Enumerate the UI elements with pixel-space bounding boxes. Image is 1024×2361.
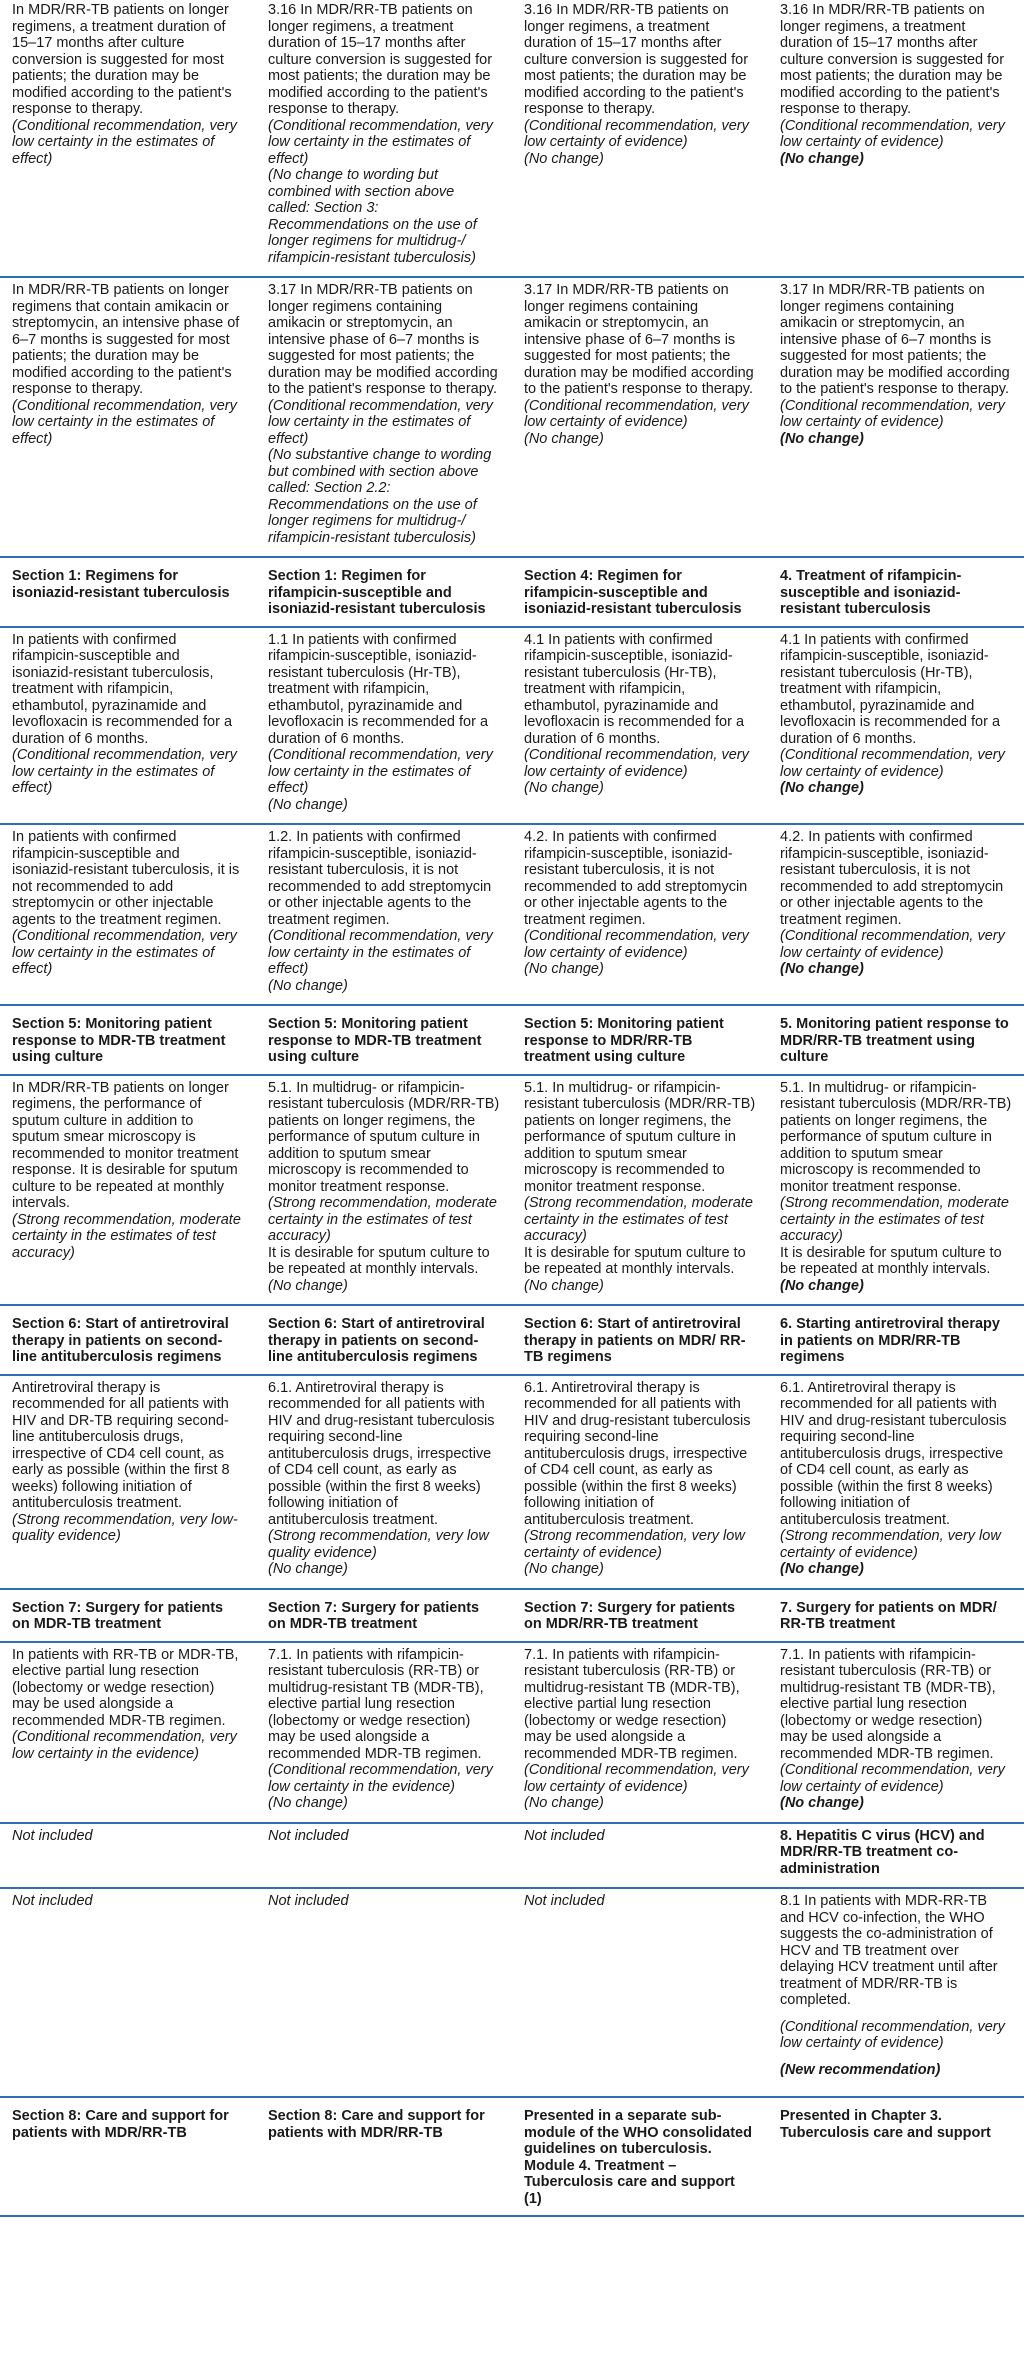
table-cell <box>512 1642 768 1823</box>
cell-paragraph: Section 1: Regimens for isoniazid-resistant tuberculosis <box>12 568 230 601</box>
cell-paragraph: (Strong recommendation, very low quality evidence) <box>268 1528 489 1561</box>
cell-paragraph: Section 6: Start of antiretroviral therapy in patients on second-line antituberculosis regimens <box>12 1316 229 1365</box>
cell-paragraph: 4.2. In patients with confirmed rifampicin-susceptible, isoniazid-resistant tuberculosis, it is not recommended to add streptomycin or other injectable agents to the treatment regimen. <box>780 829 1004 928</box>
cell-paragraph: Not included <box>524 1893 605 1909</box>
cell-paragraph: Section 1: Regimen for rifampicin-susceptible and isoniazid-resistant tuberculosis <box>268 568 486 617</box>
cell-paragraph: (Conditional recommendation, very low certainty in the estimates of effect) <box>12 928 237 977</box>
table-cell <box>768 1823 1024 1889</box>
cell-paragraph: (Conditional recommendation, very low certainty in the estimates of effect) <box>268 747 493 796</box>
table-cell <box>0 2097 256 2216</box>
table-cell <box>768 2097 1024 2216</box>
table-cell <box>0 1888 256 2097</box>
cell-paragraph: Section 4: Regimen for rifampicin-susceptible and isoniazid-resistant tuberculosis <box>524 568 742 617</box>
cell-paragraph: (No change) <box>268 977 348 994</box>
cell-paragraph: (No change) <box>524 1277 604 1294</box>
table-cell <box>512 2097 768 2216</box>
cell-paragraph: (No change) <box>780 1795 864 1811</box>
table-cell <box>256 627 512 825</box>
cell-paragraph: (Conditional recommendation, very low certainty of evidence) <box>780 928 1005 961</box>
cell-paragraph: Presented in a separate sub-module of the WHO consolidated guidelines on tuberculosis. Module 4. Treatment – Tuberculosis care and support (1) <box>524 2108 752 2207</box>
cell-paragraph: 4.1 In patients with confirmed rifampicin-susceptible, isoniazid-resistant tuberculosis (Hr-TB), treatment with rifampicin, ethambutol, pyrazinamide and levofloxacin is recommended for a duration of 6 months. <box>780 631 1001 747</box>
cell-paragraph: 3.17 In MDR/RR-TB patients on longer regimens containing amikacin or streptomycin, an intensive phase of 6–7 months is suggested for most patients; the duration may be modified according to the patient's response to therapy. <box>268 282 498 397</box>
table-cell <box>768 1305 1024 1375</box>
cell-paragraph: (Conditional recommendation, very low certainty in the estimates of effect) <box>12 117 237 167</box>
cell-paragraph: 8.1 In patients with MDR-RR-TB and HCV co-infection, the WHO suggests the co-administration of HCV and TB treatment over delaying HCV treatment until after treatment of MDR/RR-TB is completed. <box>780 1893 998 2008</box>
table-cell <box>768 1642 1024 1823</box>
cell-paragraph: 8. Hepatitis C virus (HCV) and MDR/RR-TB treatment co-administration <box>780 1827 985 1877</box>
cell-paragraph: 6. Starting antiretroviral therapy in patients on MDR/RR-TB regimens <box>780 1316 1000 1365</box>
cell-paragraph: Section 5: Monitoring patient response to MDR/RR-TB treatment using culture <box>524 1016 724 1065</box>
cell-paragraph: In patients with confirmed rifampicin-susceptible and isoniazid-resistant tuberculosis, treatment with rifampicin, ethambutol, pyrazinamide and levofloxacin is recommended for a duration of 6 months. <box>12 631 233 747</box>
cell-paragraph: Section 5: Monitoring patient response to MDR-TB treatment using culture <box>268 1016 482 1065</box>
cell-paragraph: Section 8: Care and support for patients with MDR/RR-TB <box>268 2108 485 2141</box>
cell-paragraph: (No change) <box>780 961 864 977</box>
cell-paragraph: (No change) <box>780 1561 864 1577</box>
cell-paragraph: 7.1. In patients with rifampicin-resistant tuberculosis (RR-TB) or multidrug-resistant TB (MDR-TB), elective partial lung resection (lobectomy or wedge resection) may be used alongside a recommended MDR-TB regimen. <box>524 1646 740 1762</box>
table-cell <box>0 0 256 277</box>
cell-paragraph: In patients with confirmed rifampicin-susceptible and isoniazid-resistant tuberculosis, it is not recommended to add streptomycin or other injectable agents to the treatment regimen. <box>12 829 240 928</box>
table-cell <box>0 557 256 627</box>
cell-paragraph: (Strong recommendation, very low certainty of evidence) <box>524 1528 745 1561</box>
cell-paragraph: In MDR/RR-TB patients on longer regimens, the performance of sputum culture in addition to sputum smear microscopy is recommended to monitor treatment response. It is desirable for sputum culture to be repeated at monthly intervals. <box>12 1079 239 1211</box>
cell-paragraph: In patients with RR-TB or MDR-TB, elective partial lung resection (lobectomy or wedge resection) may be used alongside a recommended MDR-TB regimen. <box>12 1646 239 1729</box>
cell-paragraph: (No change) <box>524 780 604 796</box>
cell-paragraph: (Conditional recommendation, very low certainty of evidence) <box>524 397 749 430</box>
table-cell <box>512 627 768 825</box>
cell-paragraph: (Conditional recommendation, very low certainty in the estimates of effect) <box>12 397 237 447</box>
table-cell <box>768 0 1024 277</box>
cell-paragraph: Antiretroviral therapy is recommended for all patients with HIV and DR-TB requiring second-line antituberculosis drugs, irrespective of CD4 cell count, as early as possible (within the first 8 weeks) following initiation of antituberculosis treatment. <box>12 1379 230 1511</box>
cell-paragraph: (Strong recommendation, moderate certainty in the estimates of test accuracy) <box>780 1195 1009 1244</box>
cell-paragraph: (No change) <box>524 150 604 167</box>
table-row <box>0 824 1024 1005</box>
table-cell <box>512 824 768 1005</box>
table-cell <box>256 1075 512 1306</box>
cell-paragraph: Section 7: Surgery for patients on MDR-TB treatment <box>12 1599 224 1632</box>
table-cell <box>256 1642 512 1823</box>
cell-paragraph: Section 7: Surgery for patients on MDR/RR-TB treatment <box>524 1599 736 1632</box>
cell-paragraph: 6.1. Antiretroviral therapy is recommended for all patients with HIV and drug-resistant tuberculosis requiring second-line antituberculosis drugs, irrespective of CD4 cell count, as early as possible (within the first 8 weeks) following initiation of antituberculosis treatment. <box>268 1379 495 1528</box>
table-cell <box>256 2097 512 2216</box>
cell-paragraph: 5. Monitoring patient response to MDR/RR-TB treatment using culture <box>780 1016 1009 1065</box>
cell-paragraph: (No change) <box>268 1277 348 1294</box>
table-cell <box>256 557 512 627</box>
table-cell <box>768 627 1024 825</box>
cell-paragraph: (No change) <box>780 1277 864 1294</box>
cell-paragraph: (No change) <box>268 1561 348 1577</box>
table-cell <box>512 1075 768 1306</box>
cell-paragraph: Not included <box>12 1827 93 1844</box>
table-cell <box>256 1823 512 1889</box>
table-cell <box>256 824 512 1005</box>
table-cell <box>0 627 256 825</box>
table-cell <box>768 277 1024 557</box>
cell-paragraph: 3.16 In MDR/RR-TB patients on longer regimens, a treatment duration of 15–17 months after culture conversion is suggested for most patients; the duration may be modified according to the patient's response to therapy. <box>524 2 749 117</box>
cell-paragraph: Section 5: Monitoring patient response to MDR-TB treatment using culture <box>12 1016 226 1065</box>
table-cell <box>0 1305 256 1375</box>
cell-paragraph: (Strong recommendation, very low certainty of evidence) <box>780 1528 1001 1561</box>
cell-paragraph: (Conditional recommendation, very low certainty of evidence) <box>780 1762 1005 1795</box>
table-cell <box>256 277 512 557</box>
section-header-row <box>0 2097 1024 2216</box>
cell-paragraph: In MDR/RR-TB patients on longer regimens that contain amikacin or streptomycin, an intensive phase of 6–7 months is suggested for most patients; the duration may be modified according to the patient's response to therapy. <box>12 282 240 397</box>
table-cell <box>256 1375 512 1589</box>
cell-paragraph: 3.17 In MDR/RR-TB patients on longer regimens containing amikacin or streptomycin, an intensive phase of 6–7 months is suggested for most patients; the duration may be modified according to the patient's response to therapy. <box>780 282 1010 397</box>
cell-paragraph: Not included <box>268 1893 349 1909</box>
cell-paragraph: (Conditional recommendation, very low certainty of evidence) <box>524 928 749 961</box>
cell-paragraph: It is desirable for sputum culture to be repeated at monthly intervals. <box>268 1244 490 1277</box>
cell-paragraph: It is desirable for sputum culture to be repeated at monthly intervals. <box>524 1244 746 1277</box>
cell-paragraph: 5.1. In multidrug- or rifampicin-resistant tuberculosis (MDR/RR-TB) patients on longer regimens, the performance of sputum culture in addition to sputum smear microscopy is recommended to monitor treatment response. <box>268 1079 500 1195</box>
cell-paragraph: Not included <box>12 1893 93 1909</box>
cell-paragraph: (Strong recommendation, very low-quality evidence) <box>12 1511 238 1544</box>
table-cell <box>512 557 768 627</box>
cell-paragraph: (Strong recommendation, moderate certainty in the estimates of test accuracy) <box>524 1195 753 1244</box>
cell-paragraph: (No change) <box>780 430 864 447</box>
cell-paragraph: (Strong recommendation, moderate certainty in the estimates of test accuracy) <box>12 1211 241 1261</box>
cell-paragraph: (New recommendation) <box>780 2061 941 2078</box>
cell-paragraph: (No substantive change to wording but combined with section above called: Section 2.2: Recommendations on the use of longer regimens for multidrug-/ rifampicin-resistant tuberculosis) <box>268 447 492 546</box>
table-row <box>0 1075 1024 1306</box>
cell-paragraph: (Conditional recommendation, very low certainty in the evidence) <box>268 1762 493 1795</box>
cell-paragraph: (No change) <box>524 1561 604 1577</box>
table-cell <box>768 1888 1024 2097</box>
table-cell <box>0 1005 256 1075</box>
table-cell <box>512 1888 768 2097</box>
cell-paragraph: (Conditional recommendation, very low certainty in the estimates of effect) <box>268 397 493 447</box>
table-cell <box>0 1589 256 1642</box>
cell-paragraph: (Conditional recommendation, very low certainty of evidence) <box>780 117 1005 150</box>
section-header-row <box>0 1589 1024 1642</box>
cell-paragraph: Not included <box>268 1827 349 1844</box>
cell-paragraph: (No change) <box>268 796 348 813</box>
table-row <box>0 1642 1024 1823</box>
table-cell <box>0 1375 256 1589</box>
table-cell <box>512 1823 768 1889</box>
table-row <box>0 627 1024 825</box>
section-header-row <box>0 557 1024 627</box>
cell-paragraph: (Conditional recommendation, very low certainty in the estimates of effect) <box>268 928 493 977</box>
cell-paragraph: (Conditional recommendation, very low certainty in the estimates of effect) <box>12 747 237 796</box>
cell-paragraph: (Conditional recommendation, very low certainty of evidence) <box>780 2018 1005 2051</box>
table-cell <box>0 277 256 557</box>
table-cell <box>768 1075 1024 1306</box>
cell-paragraph: Section 6: Start of antiretroviral therapy in patients on MDR/ RR-TB regimens <box>524 1316 746 1365</box>
cell-paragraph: (No change) <box>780 780 864 796</box>
cell-paragraph: (Conditional recommendation, very low certainty of evidence) <box>524 117 749 150</box>
cell-paragraph: 4. Treatment of rifampicin-susceptible and isoniazid-resistant tuberculosis <box>780 568 962 617</box>
table-cell <box>0 1642 256 1823</box>
cell-paragraph: (No change) <box>524 430 604 447</box>
cell-paragraph: 6.1. Antiretroviral therapy is recommended for all patients with HIV and drug-resistant tuberculosis requiring second-line antituberculosis drugs, irrespective of CD4 cell count, as early as possible (within the first 8 weeks) following initiation of antituberculosis treatment. <box>524 1379 751 1528</box>
cell-paragraph: (No change) <box>780 150 864 167</box>
table-row <box>0 1823 1024 1889</box>
cell-paragraph: 7. Surgery for patients on MDR/ RR-TB treatment <box>780 1599 997 1632</box>
table-row <box>0 1888 1024 2097</box>
cell-paragraph: (Conditional recommendation, very low certainty of evidence) <box>780 747 1005 780</box>
table-cell <box>768 1005 1024 1075</box>
table-cell <box>256 1005 512 1075</box>
table-cell <box>768 1589 1024 1642</box>
cell-paragraph: Section 8: Care and support for patients with MDR/RR-TB <box>12 2108 229 2141</box>
cell-paragraph: Section 7: Surgery for patients on MDR-TB treatment <box>268 1599 480 1632</box>
cell-paragraph: 3.16 In MDR/RR-TB patients on longer regimens, a treatment duration of 15–17 months after culture conversion is suggested for most patients; the duration may be modified according to the patient's response to therapy. <box>268 2 493 117</box>
section-header-row <box>0 1005 1024 1075</box>
cell-paragraph: In MDR/RR-TB patients on longer regimens, a treatment duration of 15–17 months after culture conversion is suggested for most patients; the duration may be modified according to the patient's response to therapy. <box>12 2 232 117</box>
table-cell <box>0 1823 256 1889</box>
cell-paragraph: It is desirable for sputum culture to be repeated at monthly intervals. <box>780 1244 1002 1277</box>
cell-paragraph: (Conditional recommendation, very low certainty of evidence) <box>524 1762 749 1795</box>
cell-paragraph: (Conditional recommendation, very low certainty in the evidence) <box>12 1729 237 1762</box>
table-cell <box>0 1075 256 1306</box>
cell-paragraph: (Conditional recommendation, very low certainty of evidence) <box>524 747 749 780</box>
cell-paragraph: 1.2. In patients with confirmed rifampicin-susceptible, isoniazid-resistant tuberculosis, it is not recommended to add streptomycin or other injectable agents to the treatment regimen. <box>268 829 492 928</box>
table-row <box>0 0 1024 277</box>
table-cell <box>256 0 512 277</box>
table-cell <box>256 1305 512 1375</box>
table-cell <box>256 1589 512 1642</box>
cell-paragraph: 5.1. In multidrug- or rifampicin-resistant tuberculosis (MDR/RR-TB) patients on longer regimens, the performance of sputum culture in addition to sputum smear microscopy is recommended to monitor treatment response. <box>780 1079 1012 1195</box>
cell-paragraph: 4.1 In patients with confirmed rifampicin-susceptible, isoniazid-resistant tuberculosis (Hr-TB), treatment with rifampicin, ethambutol, pyrazinamide and levofloxacin is recommended for a duration of 6 months. <box>524 631 745 747</box>
cell-paragraph: 1.1 In patients with confirmed rifampicin-susceptible, isoniazid-resistant tuberculosis (Hr-TB), treatment with rifampicin, ethambutol, pyrazinamide and levofloxacin is recommended for a duration of 6 months. <box>268 631 489 747</box>
cell-paragraph: 6.1. Antiretroviral therapy is recommended for all patients with HIV and drug-resistant tuberculosis requiring second-line antituberculosis drugs, irrespective of CD4 cell count, as early as possible (within the first 8 weeks) following initiation of antituberculosis treatment. <box>780 1379 1007 1528</box>
table-cell <box>768 557 1024 627</box>
cell-paragraph: 7.1. In patients with rifampicin-resistant tuberculosis (RR-TB) or multidrug-resistant TB (MDR-TB), elective partial lung resection (lobectomy or wedge resection) may be used alongside a recommended MDR-TB regimen. <box>268 1646 484 1762</box>
table-cell <box>512 1305 768 1375</box>
cell-paragraph: 3.16 In MDR/RR-TB patients on longer regimens, a treatment duration of 15–17 months after culture conversion is suggested for most patients; the duration may be modified according to the patient's response to therapy. <box>780 2 1005 117</box>
table-cell <box>768 824 1024 1005</box>
cell-paragraph: (No change) <box>268 1795 348 1811</box>
cell-paragraph: 5.1. In multidrug- or rifampicin-resistant tuberculosis (MDR/RR-TB) patients on longer regimens, the performance of sputum culture in addition to sputum smear microscopy is recommended to monitor treatment response. <box>524 1079 756 1195</box>
cell-paragraph: 4.2. In patients with confirmed rifampicin-susceptible, isoniazid-resistant tuberculosis, it is not recommended to add streptomycin or other injectable agents to the treatment regimen. <box>524 829 748 928</box>
cell-paragraph: (No change) <box>524 961 604 977</box>
cell-paragraph: (No change to wording but combined with section above called: Section 3: Recommendations on the use of longer regimens for multidrug-/ rifampicin-resistant tuberculosis) <box>268 167 477 266</box>
table-cell <box>768 1375 1024 1589</box>
table-row <box>0 1375 1024 1589</box>
table-cell <box>512 277 768 557</box>
cell-paragraph: Not included <box>524 1827 605 1844</box>
cell-paragraph: (No change) <box>524 1795 604 1811</box>
table-cell <box>512 0 768 277</box>
table-cell <box>512 1005 768 1075</box>
table-row <box>0 277 1024 557</box>
cell-paragraph: Presented in Chapter 3. Tuberculosis care and support <box>780 2108 991 2141</box>
cell-paragraph: (Strong recommendation, moderate certainty in the estimates of test accuracy) <box>268 1195 497 1244</box>
cell-paragraph: Section 6: Start of antiretroviral therapy in patients on second-line antituberculosis regimens <box>268 1316 485 1365</box>
cell-paragraph: (Conditional recommendation, very low certainty in the estimates of effect) <box>268 117 493 167</box>
table-cell <box>512 1375 768 1589</box>
cell-paragraph: 3.17 In MDR/RR-TB patients on longer regimens containing amikacin or streptomycin, an intensive phase of 6–7 months is suggested for most patients; the duration may be modified according to the patient's response to therapy. <box>524 282 754 397</box>
section-header-row <box>0 1305 1024 1375</box>
table-cell <box>0 824 256 1005</box>
cell-paragraph: 7.1. In patients with rifampicin-resistant tuberculosis (RR-TB) or multidrug-resistant TB (MDR-TB), elective partial lung resection (lobectomy or wedge resection) may be used alongside a recommended MDR-TB regimen. <box>780 1646 996 1762</box>
table-cell <box>512 1589 768 1642</box>
table-cell <box>256 1888 512 2097</box>
cell-paragraph: (Conditional recommendation, very low certainty of evidence) <box>780 397 1005 430</box>
